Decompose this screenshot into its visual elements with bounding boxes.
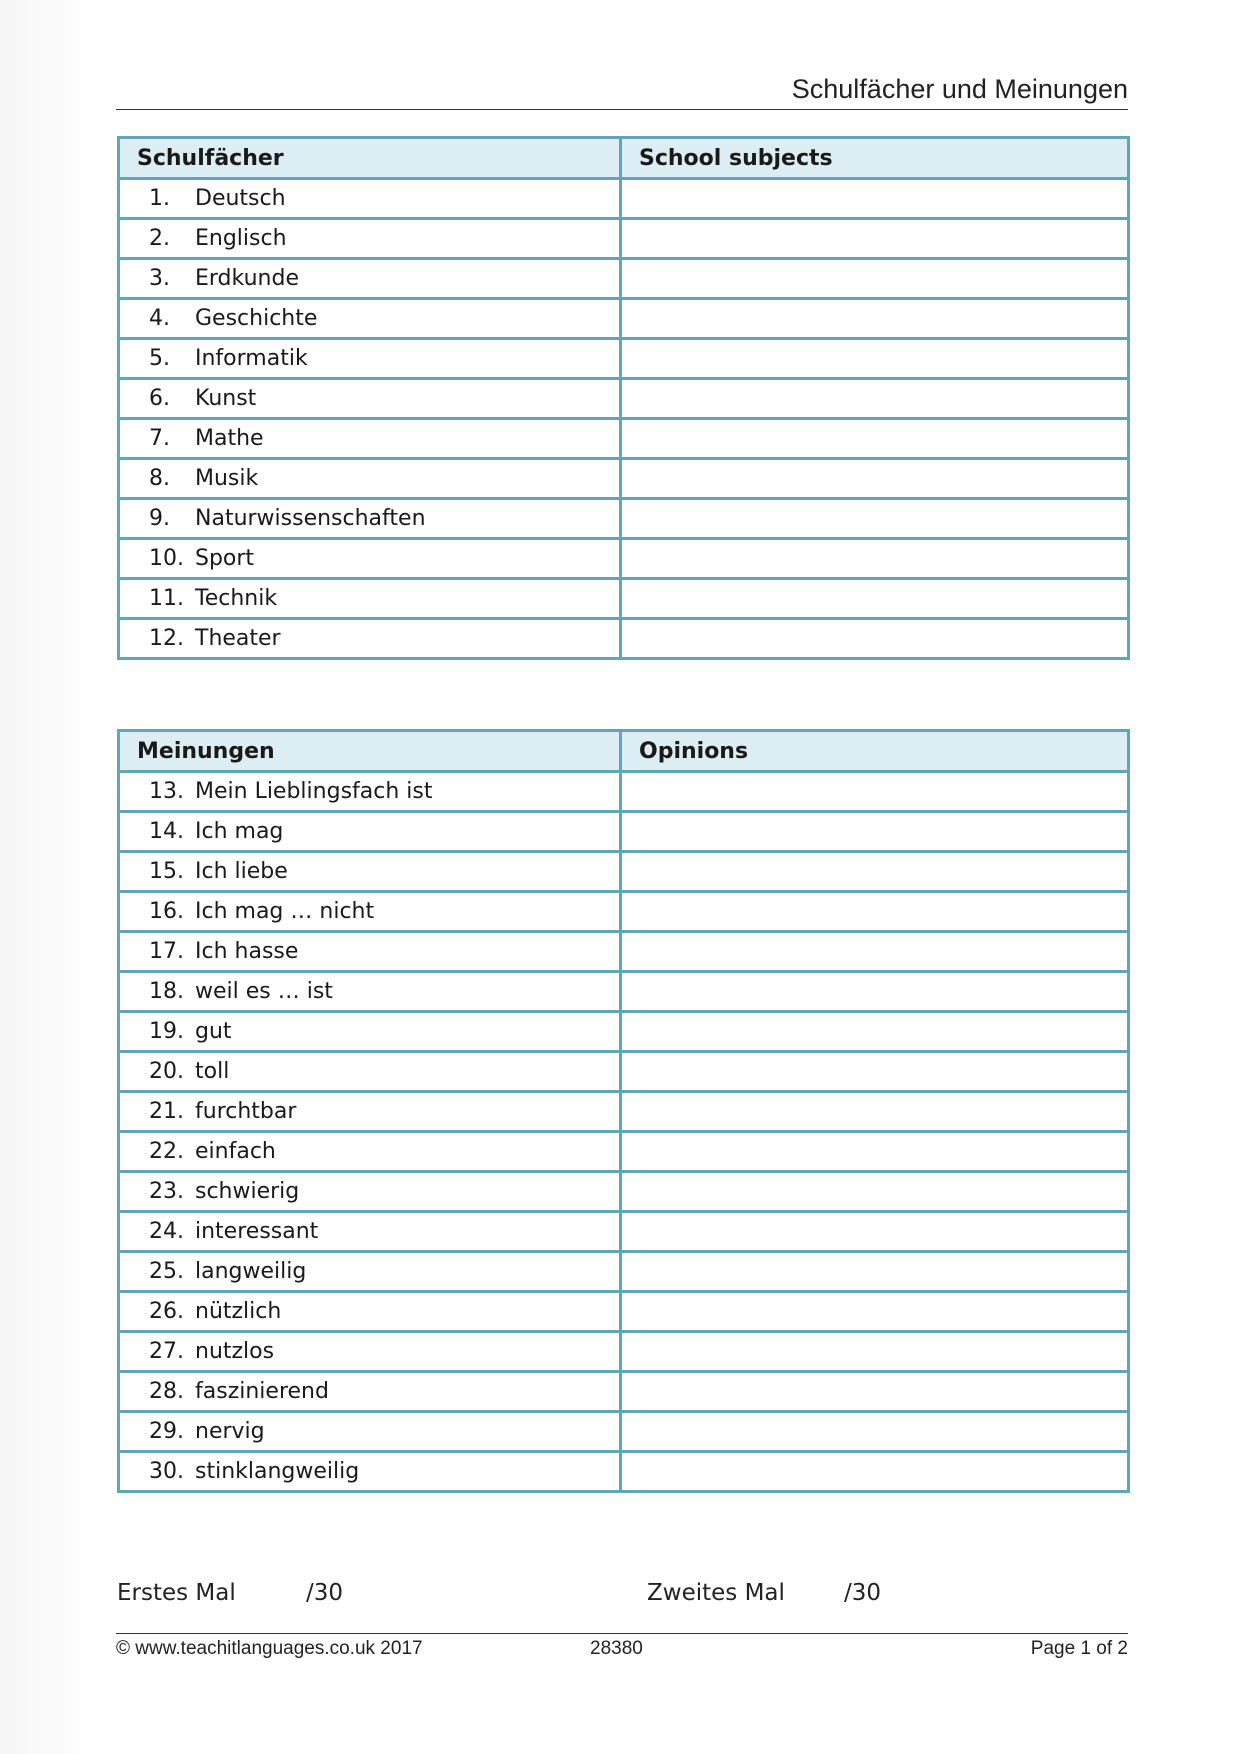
item-term: Ich mag [195,819,284,844]
term-cell [119,579,621,619]
term-content [120,1299,619,1324]
term-content [120,1459,619,1484]
term-cell [119,1372,621,1412]
term-cell [119,1172,621,1212]
table-row [119,1132,1129,1172]
item-number: 27. [149,1339,184,1364]
answer-cell[interactable] [621,812,1129,852]
score-first-total: /30 [306,1580,344,1606]
table-row [119,419,1129,459]
footer-divider [116,1633,1128,1634]
table-row [119,539,1129,579]
answer-cell[interactable] [621,619,1129,659]
term-content [120,899,619,924]
term-cell [119,339,621,379]
table-row [119,259,1129,299]
term-cell [119,299,621,339]
item-term: nützlich [195,1299,282,1324]
item-number: 18. [149,979,184,1004]
footer-page-number: Page 1 of 2 [1030,1638,1128,1659]
term-content [120,1059,619,1084]
item-number: 2. [149,226,170,251]
term-content [120,1339,619,1364]
item-term: einfach [195,1139,276,1164]
term-content [120,306,619,331]
term-cell [119,419,621,459]
table-header-row [119,138,1129,179]
term-content [120,186,619,211]
term-cell [119,259,621,299]
term-content [120,979,619,1004]
answer-cell[interactable] [621,339,1129,379]
item-term: Ich hasse [195,939,299,964]
score-first-label: Erstes Mal [117,1580,236,1606]
item-term: Sport [195,546,255,571]
term-content [120,466,619,491]
score-second-total: /30 [844,1580,882,1606]
answer-cell[interactable] [621,1092,1129,1132]
answer-cell[interactable] [621,1452,1129,1492]
term-cell [119,892,621,932]
answer-cell[interactable] [621,932,1129,972]
term-content [120,1219,619,1244]
table-row [119,499,1129,539]
table-row [119,219,1129,259]
table-row [119,579,1129,619]
table-row [119,1012,1129,1052]
term-cell [119,379,621,419]
answer-cell[interactable] [621,772,1129,812]
term-cell [119,1212,621,1252]
table-header-row [119,731,1129,772]
subjects-table [117,136,1130,660]
table-row [119,972,1129,1012]
term-content [120,1099,619,1124]
term-content [120,266,619,291]
answer-cell[interactable] [621,459,1129,499]
item-number: 24. [149,1219,184,1244]
opinions-table [117,729,1130,1493]
term-cell [119,1132,621,1172]
table-row [119,379,1129,419]
table-row [119,1052,1129,1092]
table-row [119,772,1129,812]
item-number: 3. [149,266,170,291]
term-content [120,426,619,451]
score-second-label: Zweites Mal [647,1580,785,1606]
item-term: Kunst [195,386,257,411]
item-term: nutzlos [195,1339,275,1364]
term-content [120,386,619,411]
term-cell [119,1412,621,1452]
term-cell [119,852,621,892]
answer-cell[interactable] [621,299,1129,339]
answer-cell[interactable] [621,1172,1129,1212]
item-number: 6. [149,386,170,411]
term-content [120,586,619,611]
item-term: weil es … ist [195,979,333,1004]
table-row [119,1412,1129,1452]
item-number: 11. [149,586,184,611]
column-header-english: School subjects [621,138,1129,179]
item-number: 20. [149,1059,184,1084]
item-number: 12. [149,626,184,651]
item-number: 8. [149,466,170,491]
answer-cell[interactable] [621,1372,1129,1412]
item-term: Deutsch [195,186,286,211]
item-term: gut [195,1019,232,1044]
item-term: Geschichte [195,306,318,331]
term-cell [119,772,621,812]
table-row [119,1452,1129,1492]
term-content [120,626,619,651]
item-number: 16. [149,899,184,924]
item-term: Ich mag … nicht [195,899,375,924]
item-number: 13. [149,779,184,804]
answer-cell[interactable] [621,1292,1129,1332]
term-cell [119,219,621,259]
table-row [119,1092,1129,1132]
answer-cell[interactable] [621,579,1129,619]
table-row [119,619,1129,659]
item-number: 7. [149,426,170,451]
term-cell [119,179,621,219]
item-term: interessant [195,1219,319,1244]
item-number: 17. [149,939,184,964]
item-number: 25. [149,1259,184,1284]
answer-cell[interactable] [621,972,1129,1012]
term-cell [119,1092,621,1132]
item-term: Erdkunde [195,266,299,291]
item-number: 15. [149,859,184,884]
column-header-english: Opinions [621,731,1129,772]
table-row [119,852,1129,892]
item-number: 19. [149,1019,184,1044]
table-row [119,1292,1129,1332]
item-term: Informatik [195,346,308,371]
item-number: 10. [149,546,184,571]
term-cell [119,1332,621,1372]
item-term: Mein Lieblingsfach ist [195,779,433,804]
table-row [119,179,1129,219]
term-content [120,819,619,844]
term-content [120,1019,619,1044]
item-term: faszinierend [195,1379,329,1404]
term-content [120,859,619,884]
answer-cell[interactable] [621,539,1129,579]
column-header-german: Schulfächer [119,138,621,179]
term-cell [119,1252,621,1292]
item-term: stinklangweilig [195,1459,360,1484]
term-content [120,226,619,251]
item-number: 21. [149,1099,184,1124]
item-term: furchtbar [195,1099,297,1124]
term-cell [119,619,621,659]
term-cell [119,932,621,972]
item-term: nervig [195,1419,265,1444]
item-term: Mathe [195,426,264,451]
answer-cell[interactable] [621,179,1129,219]
title-divider [116,109,1128,110]
item-term: Theater [195,626,281,651]
item-term: Naturwissenschaften [195,506,426,531]
term-content [120,1379,619,1404]
answer-cell[interactable] [621,219,1129,259]
term-content [120,1139,619,1164]
footer-doc-id: 28380 [590,1638,643,1659]
item-number: 29. [149,1419,184,1444]
term-cell [119,1452,621,1492]
item-number: 30. [149,1459,184,1484]
answer-cell[interactable] [621,892,1129,932]
item-term: toll [195,1059,230,1084]
item-term: Ich liebe [195,859,288,884]
answer-cell[interactable] [621,1332,1129,1372]
page-title: Schulfächer und Meinungen [791,74,1128,104]
table-row [119,299,1129,339]
term-cell [119,812,621,852]
subjects-table-body [119,179,1129,659]
table-row [119,339,1129,379]
table-row [119,1212,1129,1252]
table-row [119,932,1129,972]
opinions-table-body [119,772,1129,1492]
term-content [120,779,619,804]
item-number: 5. [149,346,170,371]
term-cell [119,539,621,579]
table-row [119,1372,1129,1412]
item-term: schwierig [195,1179,300,1204]
answer-cell[interactable] [621,379,1129,419]
footer-copyright: © www.teachitlanguages.co.uk 2017 [116,1638,423,1659]
term-content [120,1179,619,1204]
term-content [120,939,619,964]
item-term: Englisch [195,226,287,251]
answer-cell[interactable] [621,419,1129,459]
answer-cell[interactable] [621,1412,1129,1452]
answer-cell[interactable] [621,1012,1129,1052]
answer-cell[interactable] [621,1132,1129,1172]
term-cell [119,499,621,539]
answer-cell[interactable] [621,852,1129,892]
table-row [119,1172,1129,1212]
term-content [120,346,619,371]
item-number: 1. [149,186,170,211]
answer-cell[interactable] [621,499,1129,539]
page-margin-shade [0,0,96,1754]
item-term: Technik [195,586,278,611]
term-content [120,546,619,571]
item-number: 28. [149,1379,184,1404]
term-content [120,1259,619,1284]
item-term: langweilig [195,1259,307,1284]
term-cell [119,1012,621,1052]
item-number: 4. [149,306,170,331]
item-number: 22. [149,1139,184,1164]
answer-cell[interactable] [621,259,1129,299]
answer-cell[interactable] [621,1252,1129,1292]
table-row [119,892,1129,932]
term-cell [119,1052,621,1092]
table-row [119,1332,1129,1372]
item-number: 9. [149,506,170,531]
table-row [119,812,1129,852]
table-row [119,459,1129,499]
term-cell [119,972,621,1012]
column-header-german: Meinungen [119,731,621,772]
term-content [120,1419,619,1444]
item-number: 14. [149,819,184,844]
term-content [120,506,619,531]
item-number: 23. [149,1179,184,1204]
term-cell [119,459,621,499]
answer-cell[interactable] [621,1052,1129,1092]
answer-cell[interactable] [621,1212,1129,1252]
item-term: Musik [195,466,259,491]
term-cell [119,1292,621,1332]
table-row [119,1252,1129,1292]
item-number: 26. [149,1299,184,1324]
